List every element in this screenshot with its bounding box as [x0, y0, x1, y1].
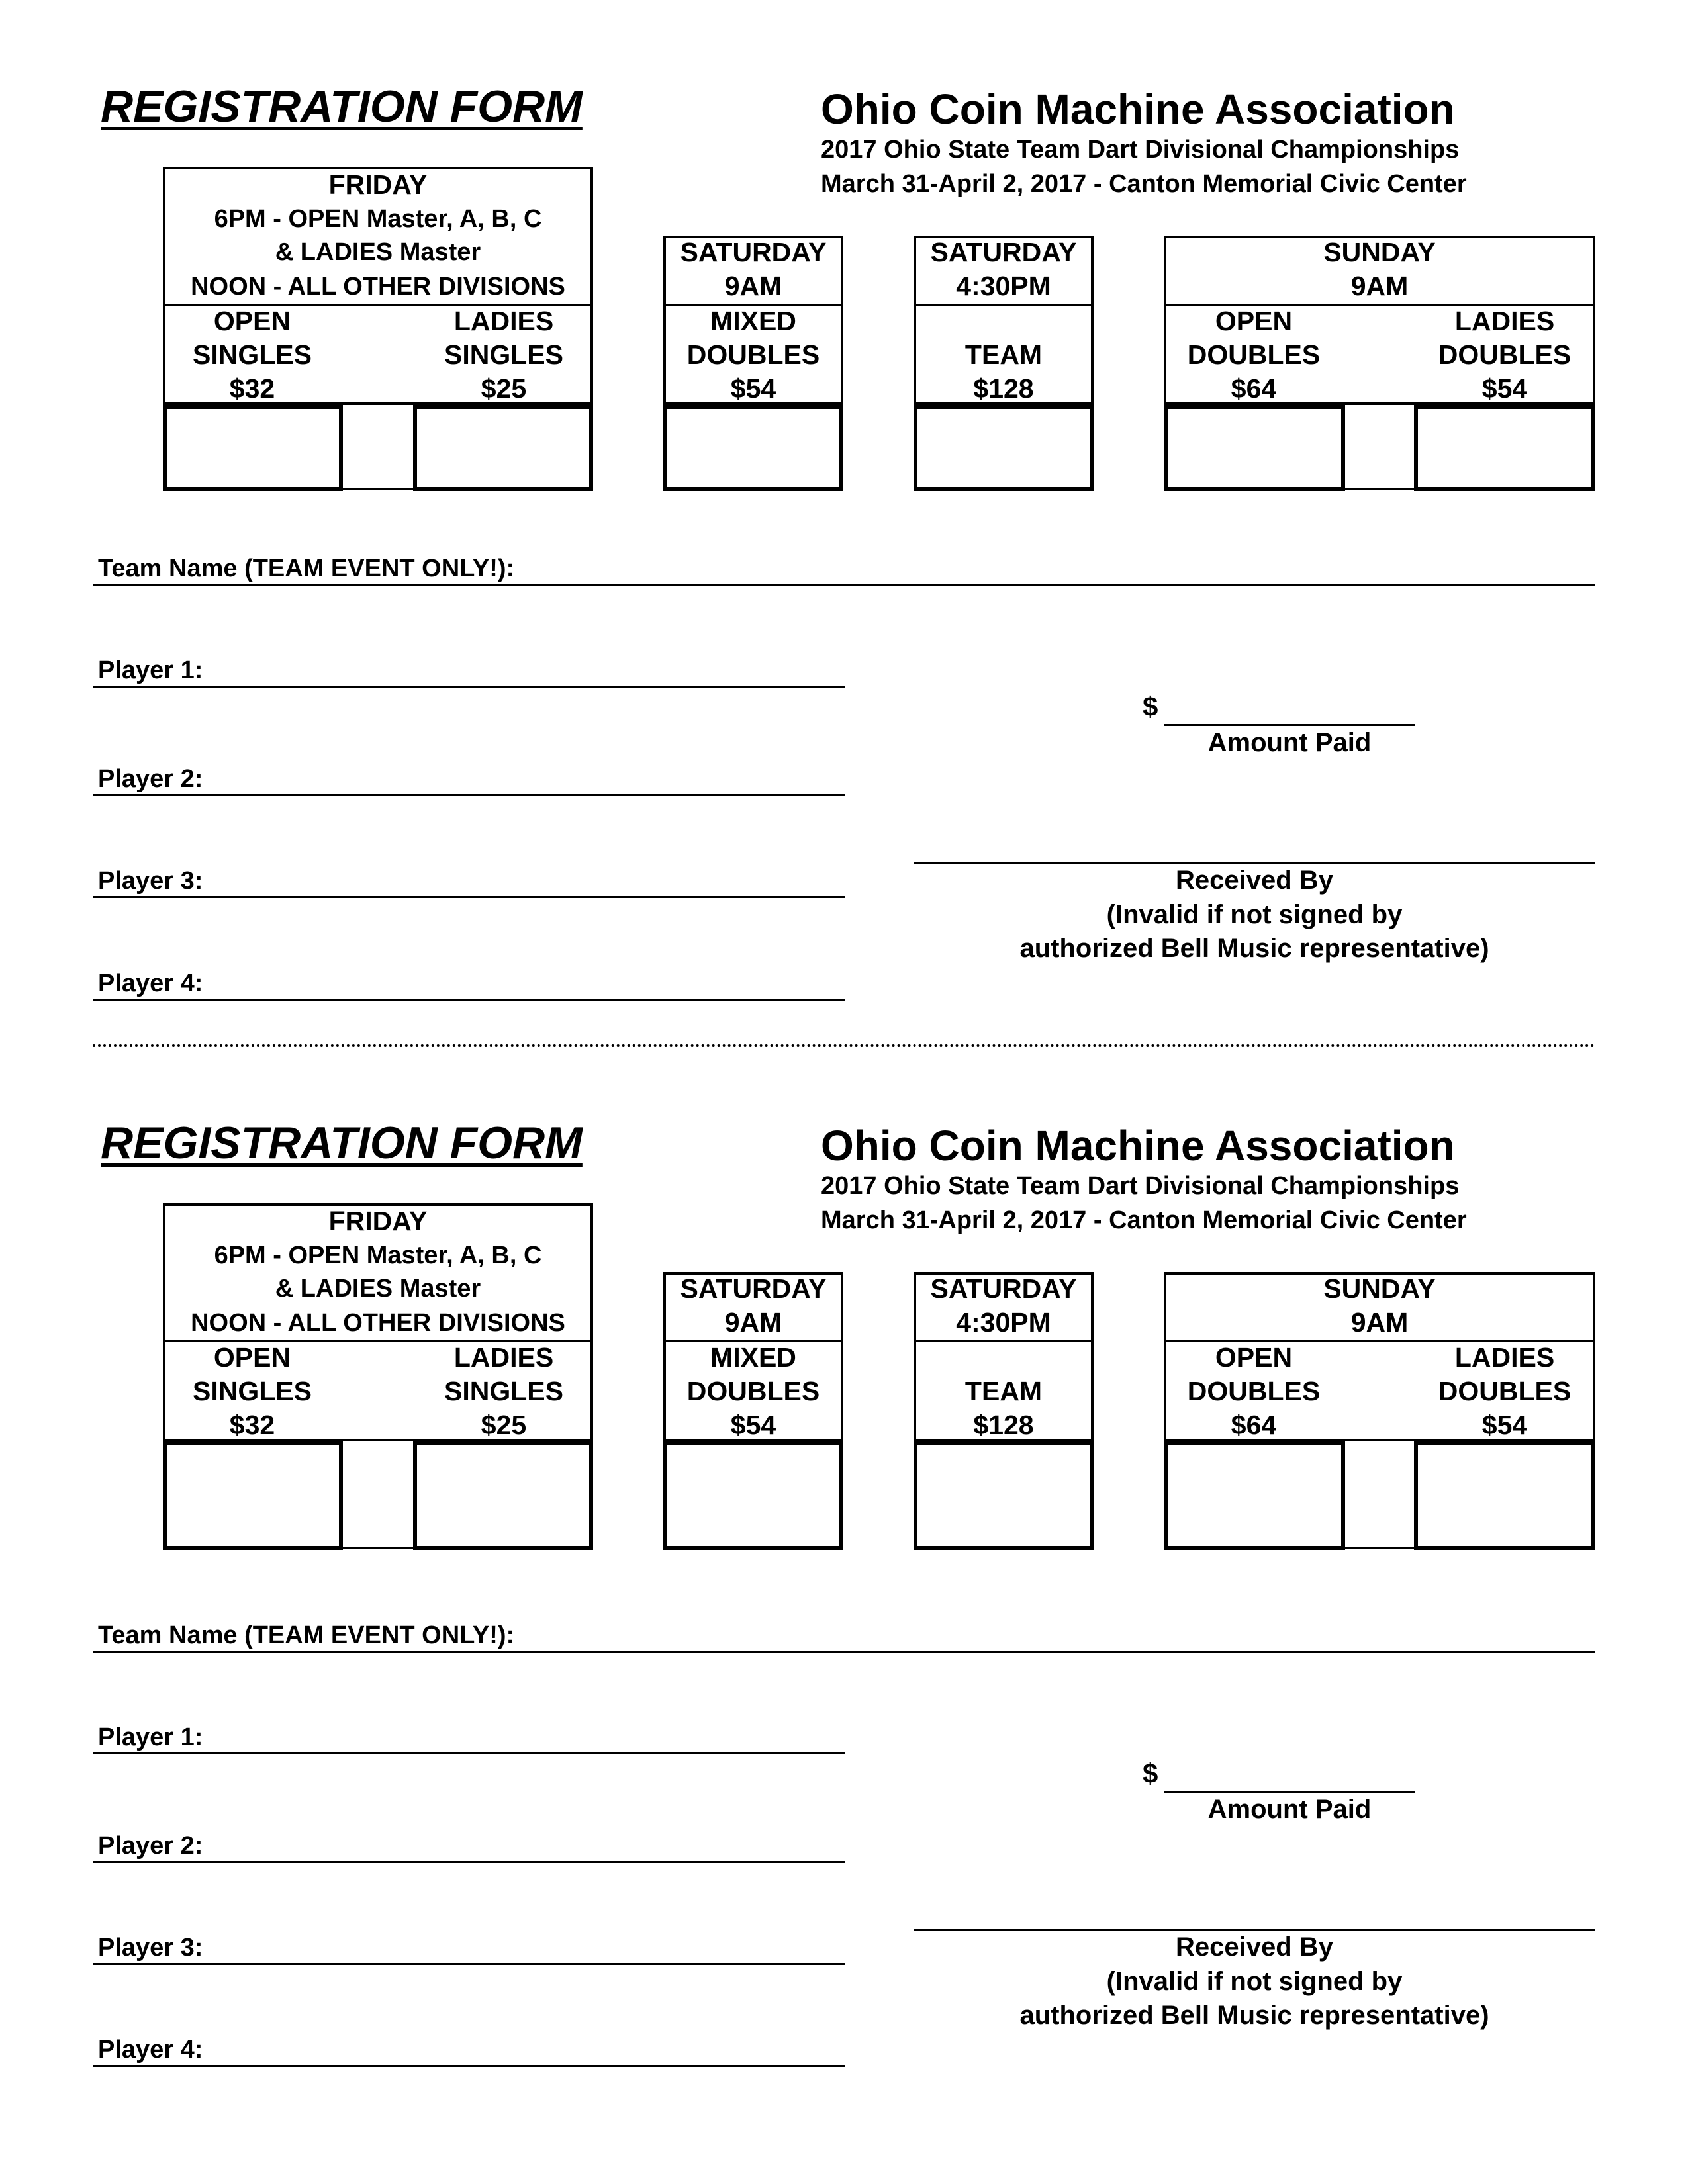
invalid-note-line1: (Invalid if not signed by: [1106, 1967, 1403, 1996]
received-by-field[interactable]: [914, 1929, 1595, 1931]
team-name-label: Team Name (TEAM EVENT ONLY!):: [98, 1621, 515, 1649]
received-by-label: Received By: [1176, 1933, 1333, 1962]
friday-line3: NOON - ALL OTHER DIVISIONS: [191, 1309, 565, 1337]
event-team-price: $128: [973, 1410, 1034, 1440]
dollar-sign: $: [1143, 691, 1158, 722]
sunday-day: SUNDAY: [1323, 237, 1436, 267]
event-ladies-doubles-price: $54: [1481, 373, 1528, 404]
player-3-label: Player 3:: [98, 1934, 203, 1962]
team-name-field[interactable]: [93, 584, 1595, 586]
event-mixed-doubles-price: $54: [730, 373, 776, 404]
invalid-note-line1: (Invalid if not signed by: [1106, 900, 1403, 929]
player-2-field[interactable]: [93, 794, 845, 796]
friday-bottom-line: [342, 488, 414, 490]
friday-line1: 6PM - OPEN Master, A, B, C: [214, 205, 542, 233]
event-open-doubles-l2: DOUBLES: [1187, 1376, 1321, 1406]
friday-bottom-line: [342, 1547, 414, 1549]
form-title: REGISTRATION FORM: [101, 1118, 583, 1168]
invalid-note-line2: authorized Bell Music representative): [1019, 934, 1489, 963]
entry-box-ladies-doubles[interactable]: [1414, 405, 1595, 491]
saturday-pm-time: 4:30PM: [956, 271, 1051, 301]
event-open-singles-price: $32: [229, 373, 275, 404]
amount-paid-field[interactable]: [1164, 1791, 1415, 1793]
saturday-pm-day: SATURDAY: [930, 237, 1077, 267]
friday-day: FRIDAY: [328, 169, 428, 200]
event-open-doubles-price: $64: [1231, 1410, 1277, 1440]
invalid-note-line2: authorized Bell Music representative): [1019, 2001, 1489, 2030]
amount-paid-field[interactable]: [1164, 724, 1415, 726]
event-team-price: $128: [973, 373, 1034, 404]
received-by-label: Received By: [1176, 866, 1333, 895]
saturday-pm-day: SATURDAY: [930, 1273, 1077, 1304]
player-3-label: Player 3:: [98, 867, 203, 895]
event-open-singles-l1: OPEN: [213, 1342, 291, 1373]
player-4-field[interactable]: [93, 2065, 845, 2067]
event-subtitle: 2017 Ohio State Team Dart Divisional Championships: [821, 1172, 1460, 1200]
saturday-pm-time: 4:30PM: [956, 1307, 1051, 1338]
player-3-field[interactable]: [93, 1963, 845, 1965]
event-ladies-doubles-l2: DOUBLES: [1438, 340, 1571, 370]
event-ladies-doubles-price: $54: [1481, 1410, 1528, 1440]
player-2-field[interactable]: [93, 1861, 845, 1863]
event-dates-location: March 31-April 2, 2017 - Canton Memorial Civic Center: [821, 170, 1467, 198]
event-mixed-doubles-l1: MIXED: [710, 1342, 796, 1373]
registration-form-top: [0, 0, 1688, 1032]
event-ladies-doubles-l2: DOUBLES: [1438, 1376, 1571, 1406]
event-ladies-singles-l1: LADIES: [453, 306, 554, 336]
entry-box-ladies-singles[interactable]: [413, 405, 593, 491]
entry-box-open-doubles[interactable]: [1164, 405, 1345, 491]
event-subtitle: 2017 Ohio State Team Dart Divisional Championships: [821, 136, 1460, 163]
entry-box-ladies-singles[interactable]: [413, 1441, 593, 1550]
player-1-field[interactable]: [93, 686, 845, 688]
team-name-field[interactable]: [93, 1651, 1595, 1653]
event-mixed-doubles-price: $54: [730, 1410, 776, 1440]
amount-paid-label: Amount Paid: [1207, 728, 1372, 757]
player-4-label: Player 4:: [98, 970, 203, 997]
dollar-sign: $: [1143, 1758, 1158, 1789]
sunday-time: 9AM: [1350, 271, 1409, 301]
event-open-singles-l2: SINGLES: [193, 1376, 312, 1406]
event-mixed-doubles-l2: DOUBLES: [686, 1376, 820, 1406]
saturday-pm-divider: [915, 304, 1092, 306]
event-open-doubles-l1: OPEN: [1215, 1342, 1293, 1373]
event-ladies-doubles-l1: LADIES: [1454, 1342, 1555, 1373]
friday-day: FRIDAY: [328, 1206, 428, 1236]
sunday-time: 9AM: [1350, 1307, 1409, 1338]
form-title: REGISTRATION FORM: [101, 81, 583, 132]
friday-line1: 6PM - OPEN Master, A, B, C: [214, 1242, 542, 1269]
friday-line3: NOON - ALL OTHER DIVISIONS: [191, 273, 565, 300]
organization-name: Ohio Coin Machine Association: [821, 85, 1455, 133]
event-ladies-singles-l2: SINGLES: [444, 1376, 563, 1406]
event-mixed-doubles-l2: DOUBLES: [686, 340, 820, 370]
event-ladies-singles-l1: LADIES: [453, 1342, 554, 1373]
sunday-bottom-line: [1342, 1547, 1415, 1549]
event-team-l2: TEAM: [964, 340, 1043, 370]
entry-box-team[interactable]: [914, 405, 1094, 491]
amount-paid-label: Amount Paid: [1207, 1795, 1372, 1824]
player-2-label: Player 2:: [98, 1832, 203, 1860]
player-1-field[interactable]: [93, 1752, 845, 1754]
friday-line2: & LADIES Master: [275, 238, 481, 266]
event-ladies-singles-l2: SINGLES: [444, 340, 563, 370]
event-ladies-singles-price: $25: [481, 373, 527, 404]
entry-box-mixed-doubles[interactable]: [663, 1441, 843, 1550]
entry-box-ladies-doubles[interactable]: [1414, 1441, 1595, 1550]
entry-box-open-doubles[interactable]: [1164, 1441, 1345, 1550]
event-open-doubles-price: $64: [1231, 373, 1277, 404]
player-4-field[interactable]: [93, 999, 845, 1001]
player-2-label: Player 2:: [98, 765, 203, 793]
saturday-am-time: 9AM: [724, 271, 782, 301]
event-ladies-singles-price: $25: [481, 1410, 527, 1440]
entry-box-open-singles[interactable]: [163, 1441, 343, 1550]
event-dates-location: March 31-April 2, 2017 - Canton Memorial Civic Center: [821, 1206, 1467, 1234]
player-3-field[interactable]: [93, 896, 845, 898]
entry-box-team[interactable]: [914, 1441, 1094, 1550]
event-mixed-doubles-l1: MIXED: [710, 306, 796, 336]
saturday-pm-divider: [915, 1340, 1092, 1342]
team-name-label: Team Name (TEAM EVENT ONLY!):: [98, 555, 515, 582]
saturday-am-day: SATURDAY: [680, 1273, 827, 1304]
registration-form-bottom: [0, 1036, 1688, 2069]
event-open-singles-l1: OPEN: [213, 306, 291, 336]
event-team-l2: TEAM: [964, 1376, 1043, 1406]
entry-box-open-singles[interactable]: [163, 405, 343, 491]
event-open-doubles-l1: OPEN: [1215, 306, 1293, 336]
player-1-label: Player 1:: [98, 1723, 203, 1751]
friday-line2: & LADIES Master: [275, 1275, 481, 1302]
event-open-singles-l2: SINGLES: [193, 340, 312, 370]
sunday-day: SUNDAY: [1323, 1273, 1436, 1304]
organization-name: Ohio Coin Machine Association: [821, 1122, 1455, 1169]
received-by-field[interactable]: [914, 862, 1595, 864]
event-open-singles-price: $32: [229, 1410, 275, 1440]
event-ladies-doubles-l1: LADIES: [1454, 306, 1555, 336]
saturday-am-day: SATURDAY: [680, 237, 827, 267]
entry-box-mixed-doubles[interactable]: [663, 405, 843, 491]
player-1-label: Player 1:: [98, 657, 203, 684]
player-4-label: Player 4:: [98, 2036, 203, 2064]
sunday-bottom-line: [1342, 488, 1415, 490]
saturday-am-time: 9AM: [724, 1307, 782, 1338]
event-open-doubles-l2: DOUBLES: [1187, 340, 1321, 370]
